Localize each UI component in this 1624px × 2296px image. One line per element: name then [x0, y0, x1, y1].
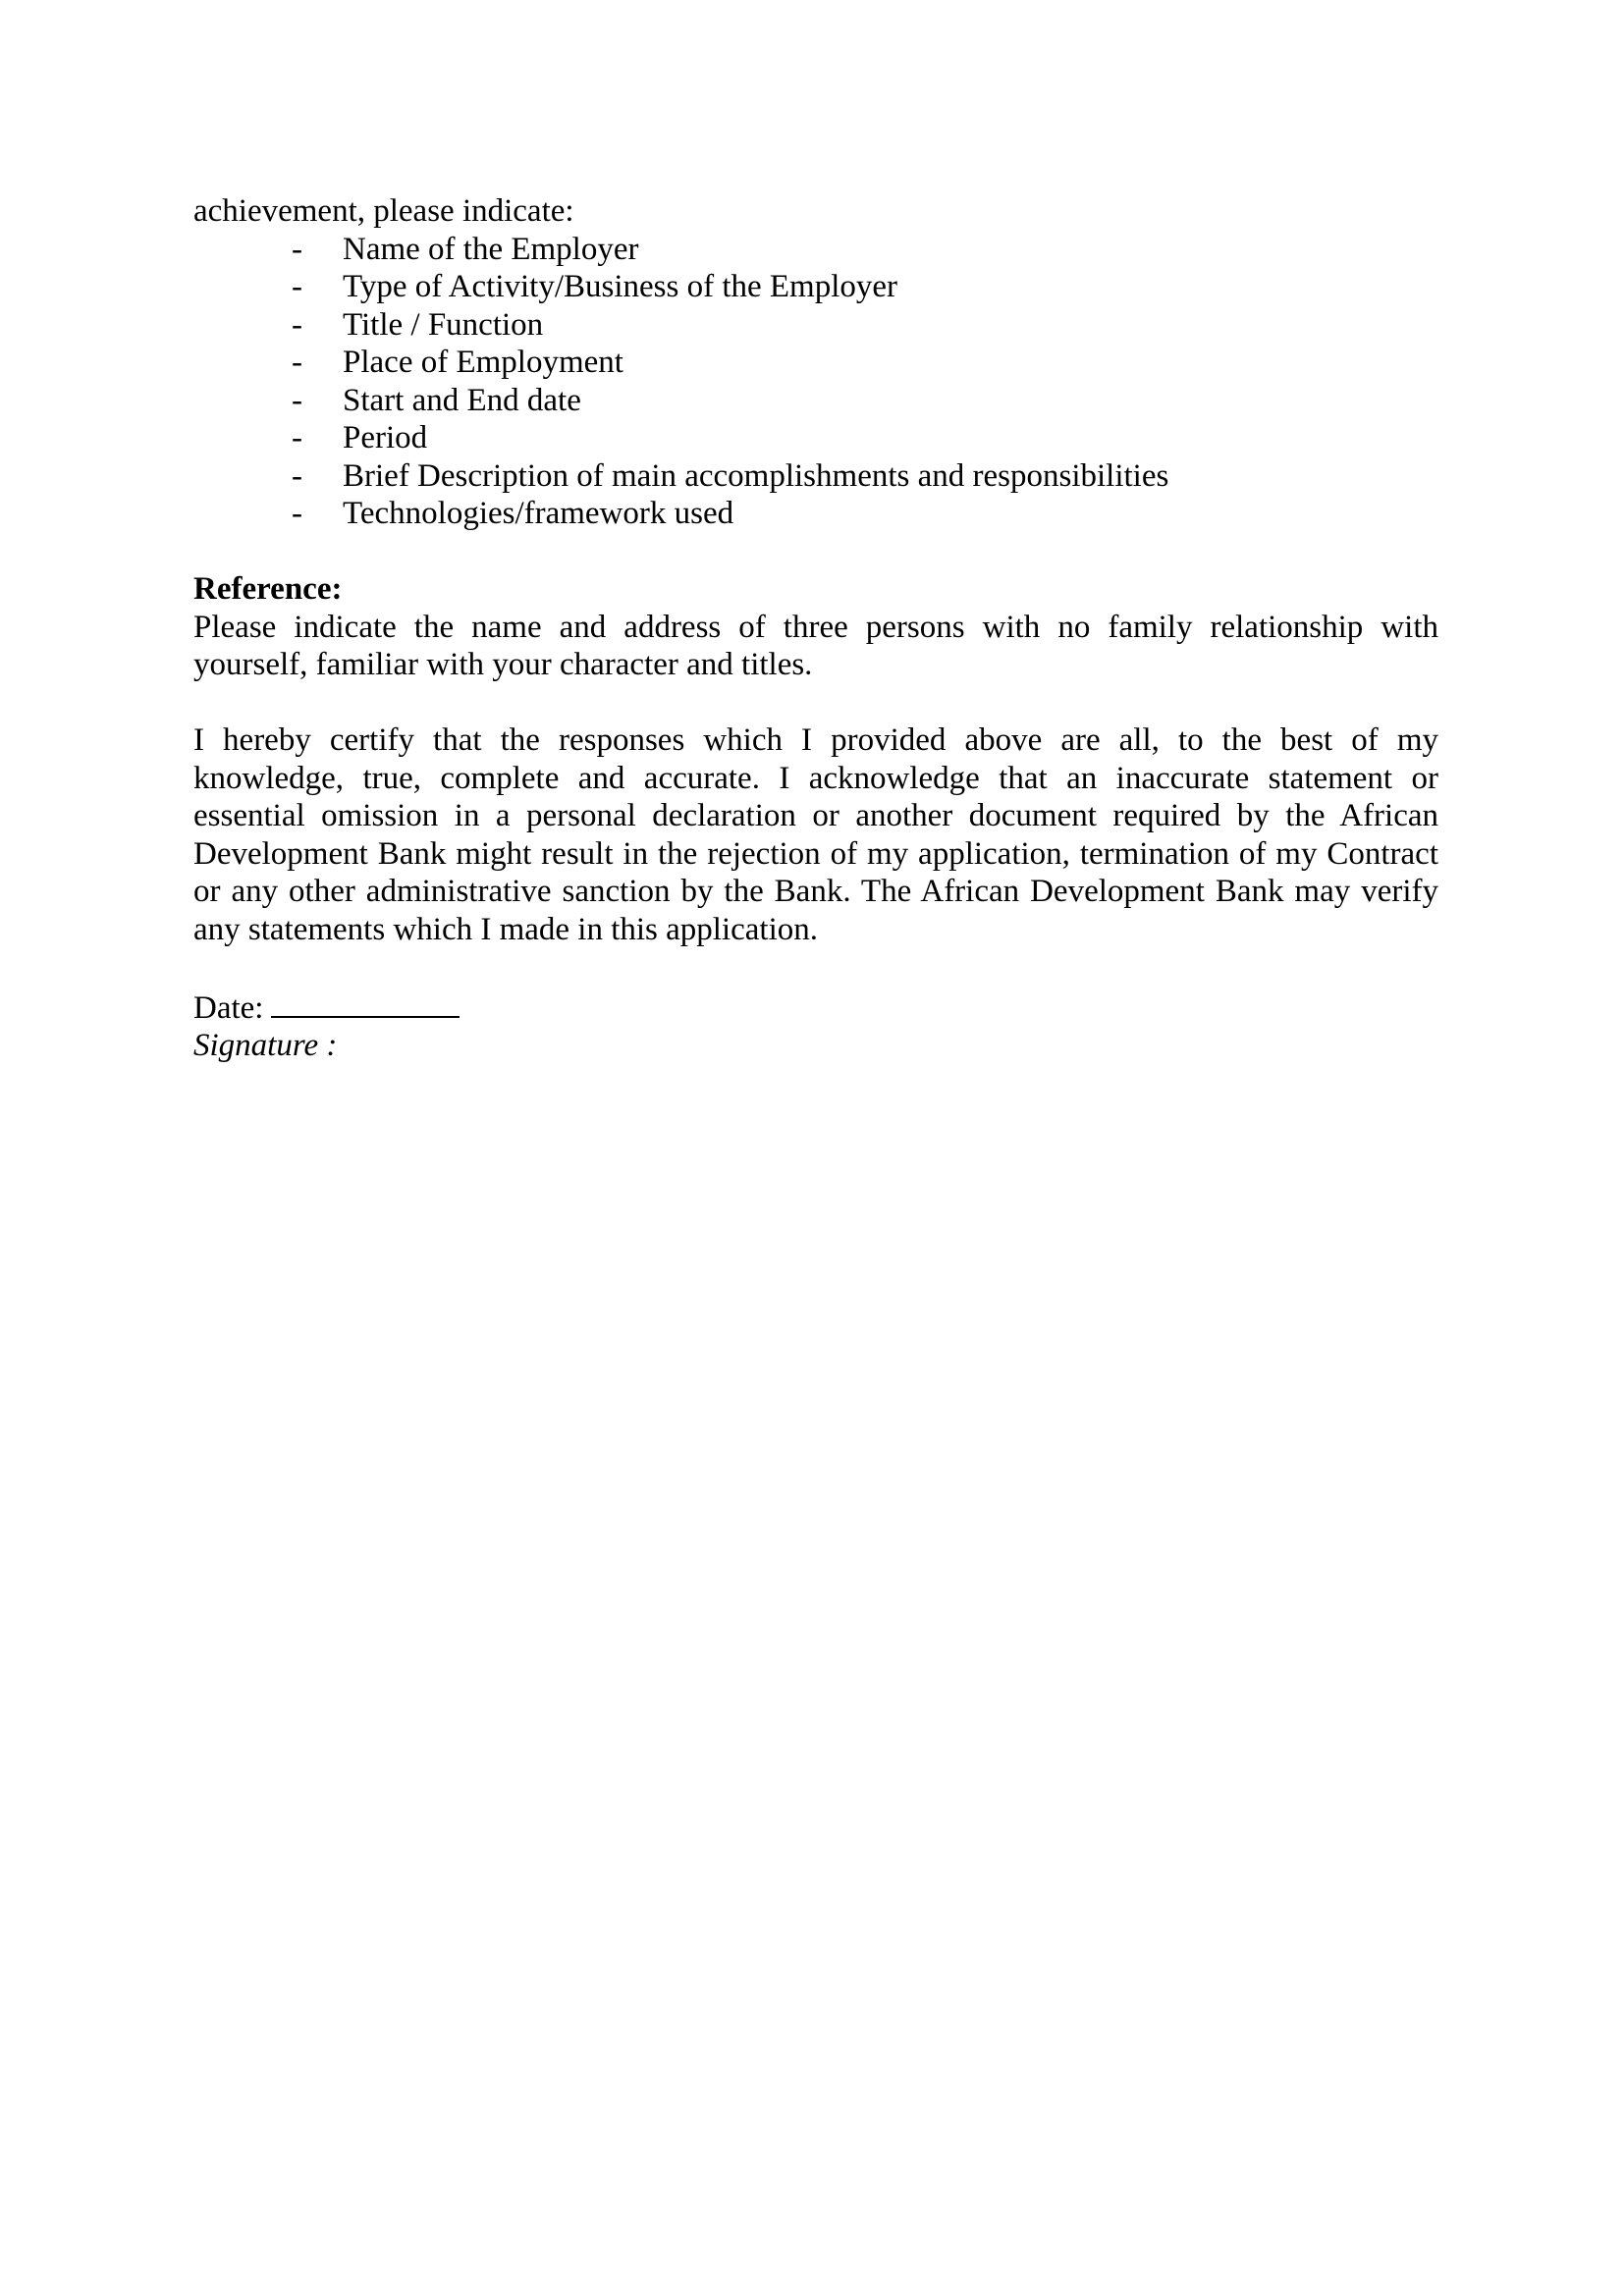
signature-label: Signature : [193, 1028, 338, 1063]
list-item [193, 231, 1438, 269]
reference-line: Please indicate the name and address of three persons with no family relationship with [193, 609, 1438, 645]
paragraph-spacer [193, 948, 1438, 987]
bullet-dash: - [292, 231, 302, 267]
employment-details-list [193, 231, 1438, 533]
reference-line: yourself, familiar with your character and titles. [193, 647, 813, 682]
list-item-text: Name of the Employer [343, 231, 639, 267]
list-item-text: Technologies/framework used [343, 496, 734, 531]
date-label: Date: [193, 989, 264, 1026]
certification-line: or any other administrative sanction by the Bank. The African Development Bank may verify [193, 874, 1438, 909]
list-item [193, 419, 1438, 457]
paragraph-spacer [193, 533, 1438, 571]
bullet-dash: - [292, 382, 302, 418]
list-item-text: Period [343, 420, 428, 455]
list-item [193, 495, 1438, 533]
reference-heading: Reference: [193, 571, 343, 607]
list-item [193, 457, 1438, 496]
list-item-text: Type of Activity/Business of the Employer [343, 269, 898, 304]
list-item-text: Brief Description of main accomplishments and responsibilities [343, 457, 1169, 494]
list-item [193, 344, 1438, 382]
list-item [193, 382, 1438, 420]
intro-text: achievement, please indicate: [193, 193, 574, 229]
date-blank-line [271, 987, 460, 1018]
paragraph-spacer [193, 684, 1438, 722]
reference-paragraph [193, 609, 1438, 684]
list-item-text: Place of Employment [343, 345, 623, 380]
certification-line: any statements which I made in this application. [193, 911, 819, 947]
certification-line: Development Bank might result in the rejection of my application, termination of my Contract [193, 835, 1438, 872]
list-item [193, 306, 1438, 345]
certification-line: essential omission in a personal declaration or another document required by the African [193, 798, 1438, 833]
certification-line: I hereby certify that the responses which I provided above are all, to the best of my [193, 722, 1438, 758]
bullet-dash: - [292, 496, 302, 531]
bullet-dash: - [292, 457, 302, 494]
list-item-text: Start and End date [343, 382, 581, 418]
certification-paragraph [193, 721, 1438, 948]
page-content [193, 192, 1438, 1065]
bullet-dash: - [292, 306, 302, 343]
list-item-text: Title / Function [343, 306, 544, 343]
bullet-dash: - [292, 345, 302, 380]
bullet-dash: - [292, 420, 302, 455]
bullet-dash: - [292, 269, 302, 304]
date-row [193, 987, 1438, 1028]
list-item [193, 268, 1438, 306]
certification-line: knowledge, true, complete and accurate. I acknowledge that an inaccurate statement or [193, 760, 1438, 796]
